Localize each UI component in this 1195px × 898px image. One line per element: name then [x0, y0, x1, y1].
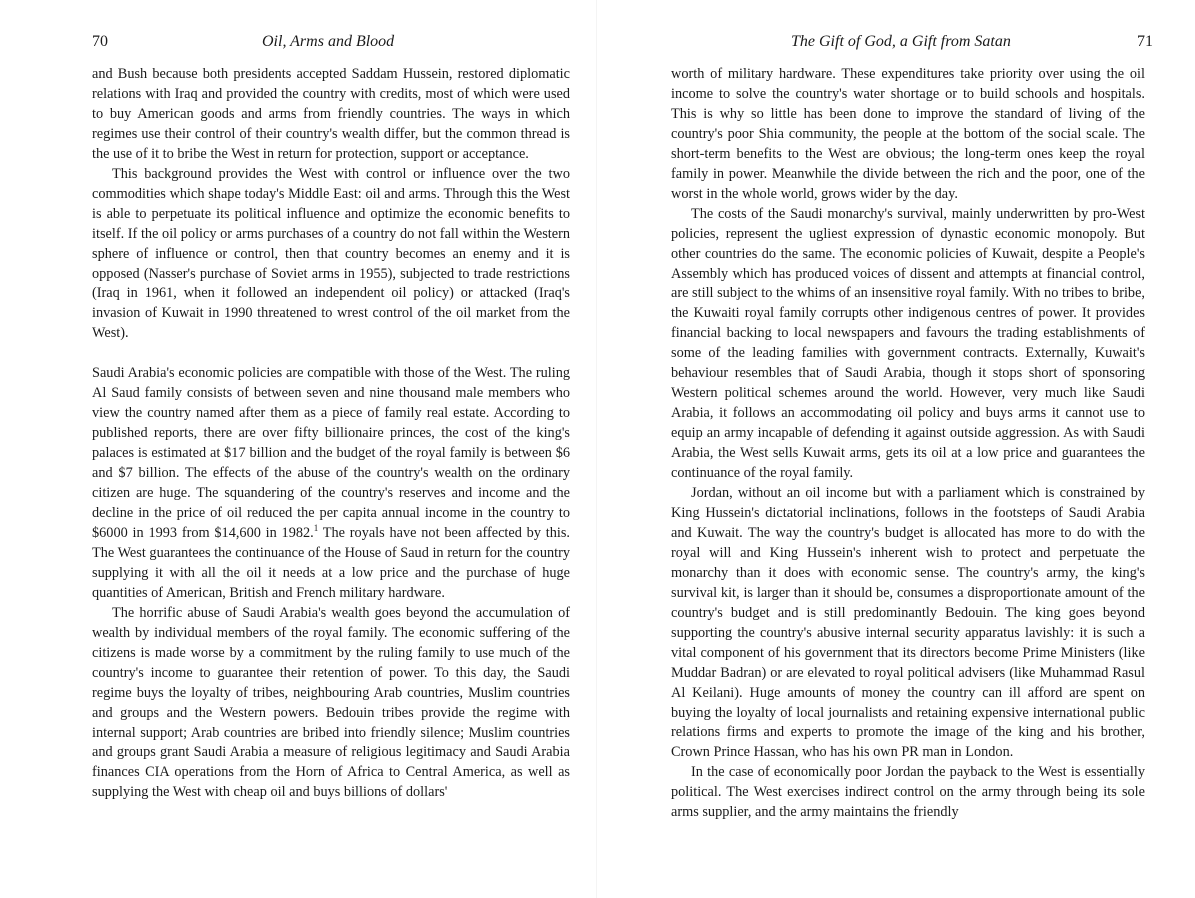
left-page	[0, 0, 597, 898]
paragraph: worth of military hardware. These expenditures take priority over using the oil income to solve the country's water shortage or to build schools and hospitals. This is why so little has been done to improve the standard of living of the country's poor Shia community, the people at the bottom of the social scale. The short-term benefits to the West are obvious; the long-term ones keep the royal family in power. Meanwhile the divide between the rich and the poor, one of the worst in the whole world, grows wider by the day.	[671, 66, 1145, 202]
page-number: 71	[1137, 33, 1153, 50]
right-page-header	[667, 31, 1153, 53]
paragraph: The horrific abuse of Saudi Arabia's wealth goes beyond the accumulation of wealth by individual members of the royal family. The economic suffering of the citizens is made worse by a commitment by the ruling family to use much of the country's income to guarantee their retention of power. To this day, the Saudi regime buys the loyalty of tribes, neighbouring Arab countries, Muslim countries and groups and the Western powers. Bedouin tribes provide the regime with internal support; Arab countries are bribed into friendly silence; Muslim countries and groups grant Saudi Arabia a measure of religious legitimacy and Saudi Arabia finances CIA operations from the Horn of Africa to Central America, as well as supplying the West with cheap oil and buys billions of dollars'	[92, 604, 570, 801]
running-head: The Gift of God, a Gift from Satan	[791, 33, 1011, 50]
left-page-body	[92, 65, 570, 803]
right-page	[597, 0, 1195, 898]
right-page-body	[671, 65, 1145, 823]
paragraph-text: The royals have not been affected by this. The West guarantees the continuance of the House of Saud in return for the country supplying it with all the oil it needs at a low price and the purchase of huge quantities of American, British and French military hardware.	[92, 524, 570, 601]
paragraph: In the case of economically poor Jordan the payback to the West is essentially political. The West exercises indirect control on the army through being its sole arms supplier, and the army maintains the friendly	[671, 764, 1145, 821]
footnote-marker: 1	[313, 523, 319, 534]
paragraph: This background provides the West with control or influence over the two commodities which shape today's Middle East: oil and arms. Through this the West is able to perpetuate its political influence and optimize the economic benefits to itself. If the oil policy or arms purchases of a country do not fall within the Western sphere of influence or control, then that country becomes an enemy and it is opposed (Nasser's purchase of Soviet arms in 1955), subjected to trade restrictions (Iraq in 1961, when it followed an independent oil policy) or attacked (Iraq's invasion of Kuwait in 1990 threatened to wrest control of the oil market from the West).	[92, 165, 570, 342]
running-head: Oil, Arms and Blood	[262, 33, 395, 50]
left-page-header	[92, 31, 570, 53]
page-number: 70	[92, 33, 108, 50]
paragraph-text: Saudi Arabia's economic policies are compatible with those of the West. The ruling Al Saud family consists of between seven and nine thousand male members who view the country named after them as a piece of family real estate. According to published reports, there are over fifty billionaire princes, the cost of the king's palaces is estimated at $17 billion and the budget of the royal family is between $6 and $7 billion. The effects of the abuse of the country's wealth on the ordinary citizen are huge. The squandering of the country's reserves and income and the decline in the price of oil reduced the per capita annual income in the country to $6000 in 1993 from $14,600 in 1982.	[92, 365, 570, 541]
paragraph	[92, 364, 570, 603]
paragraph: The costs of the Saudi monarchy's survival, mainly underwritten by pro-West policies, represent the ugliest expression of dynastic economic monopoly. But other countries do the same. The economic policies of Kuwait, despite a People's Assembly which has produced voices of dissent and attempts at financial control, are still subject to the whims of an insensitive royal family. With no tribes to bribe, the Kuwaiti royal family corrupts other indigenous centres of power. It provides financial backing to local newspapers and favours the trading establishments of some of the leading families with government contracts. Externally, Kuwait's behaviour resembles that of Saudi Arabia, though it stops short of sponsoring Western political schemes around the world. However, very much like Saudi Arabia, it follows an accommodating oil policy and buys arms it cannot use to equip an army incapable of defending it against outside aggression. As with Saudi Arabia, the West sells Kuwait arms, gets its oil at a low price and guarantees the continuance of the royal family.	[671, 205, 1145, 482]
paragraph: Jordan, without an oil income but with a parliament which is constrained by King Hussein's dictatorial inclinations, follows in the footsteps of Saudi Arabia and Kuwait. The way the country's budget is allocated has more to do with the royal will and King Hussein's inherent wish to protect and perpetuate the monarchy than it does with economic sense. The country's army, the king's survival kit, is larger than it should be, consumes a disproportionate amount of the country's budget and is still predominantly Bedouin. The king goes beyond supporting the country's abusive internal security apparatus lavishly: it is such a vital component of his government that its directors become Prime Ministers (like Muddar Badran) or are elevated to royal political advisers (like Muhammad Rasul Al Keilani). Huge amounts of money the country can ill afford are spent on buying the loyalty of local journalists and retaining expensive international public relations firms and experts to promote the image of the king and his brother, Crown Prince Hassan, who has his own PR man in London.	[671, 485, 1145, 761]
paragraph: and Bush because both presidents accepted Saddam Hussein, restored diplomatic relations with Iraq and provided the country with credits, most of which were used to buy American goods and arms from friendly countries. The ways in which regimes use their control of their country's wealth differ, but the common thread is the use of it to bribe the West in return for protection, support or acceptance.	[92, 66, 570, 162]
